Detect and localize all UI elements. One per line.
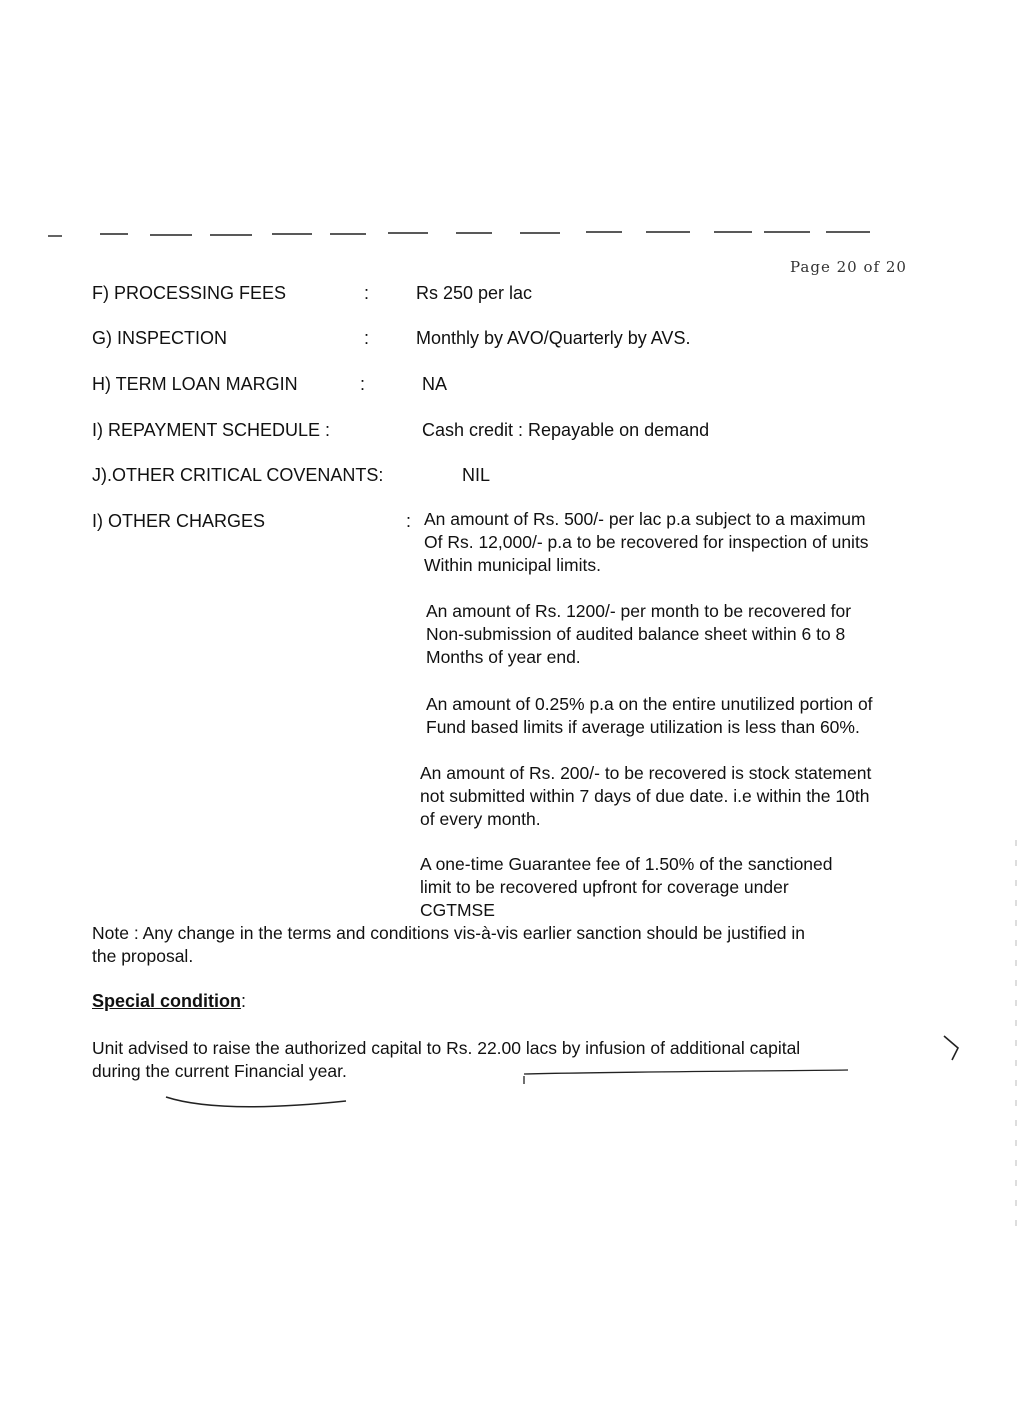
paragraph-line: Months of year end. [426,647,581,667]
special-condition-line: during the current Financial year. [92,1061,347,1081]
paragraph-line: CGTMSE [420,900,495,920]
term-label-processing-fees: F) PROCESSING FEES [92,283,287,303]
term-label-term-loan-margin: H) TERM LOAN MARGIN [92,374,298,394]
term-label-repayment-schedule: I) REPAYMENT SCHEDULE : [92,420,331,440]
note-line: Note : Any change in the terms and conditions vis-à-vis earlier sanction should be justified in [92,923,806,943]
note [92,922,805,968]
other-charge-paragraph [424,508,869,577]
paragraph-line: Non-submission of audited balance sheet within 6 to 8 [426,624,846,644]
term-label-other-charges: I) OTHER CHARGES [92,511,266,531]
other-charge-paragraph [426,693,873,739]
term-value-term-loan-margin: NA [422,374,448,394]
term-separator: : [360,374,366,394]
other-charge-paragraph [420,762,871,831]
term-separator: : [364,328,370,348]
special-condition-line: Unit advised to raise the authorized capital to Rs. 22.00 lacs by infusion of additional capital [92,1038,801,1058]
paragraph-line: Of Rs. 12,000/- p.a to be recovered for inspection of units [424,532,869,552]
paragraph-line: not submitted within 7 days of due date. i.e within the 10th [420,786,870,806]
special-condition-heading-row [92,990,246,1013]
paragraph-line: An amount of 0.25% p.a on the entire unutilized portion of [426,694,873,714]
term-value-processing-fees: Rs 250 per lac [416,283,533,303]
special-condition-heading: Special condition [92,991,242,1011]
term-label-other-critical-covenants: J).OTHER CRITICAL COVENANTS: [92,465,384,485]
term-separator: : [406,511,412,531]
paragraph-line: An amount of Rs. 1200/- per month to be recovered for [426,601,852,621]
paragraph-line: Within municipal limits. [424,555,601,575]
paragraph-line: A one-time Guarantee fee of 1.50% of the sanctioned [420,854,833,874]
term-separator: : [364,283,370,303]
paragraph-line: Fund based limits if average utilization is less than 60%. [426,717,860,737]
special-condition-colon: : [241,991,247,1011]
page-number: Page 20 of 20 [790,258,907,276]
other-charge-paragraph [420,853,833,922]
term-value-inspection: Monthly by AVO/Quarterly by AVS. [416,328,691,348]
paragraph-line: limit to be recovered upfront for coverage under [420,877,789,897]
paragraph-line: of every month. [420,809,541,829]
term-value-other-critical-covenants: NIL [462,465,491,485]
paragraph-line: An amount of Rs. 500/- per lac p.a subject to a maximum [424,509,866,529]
note-line: the proposal. [92,946,194,966]
term-label-inspection: G) INSPECTION [92,328,228,348]
other-charge-paragraph [426,600,851,669]
special-condition-text [92,1037,800,1083]
term-value-repayment-schedule: Cash credit : Repayable on demand [422,420,710,440]
paragraph-line: An amount of Rs. 200/- to be recovered is stock statement [420,763,872,783]
